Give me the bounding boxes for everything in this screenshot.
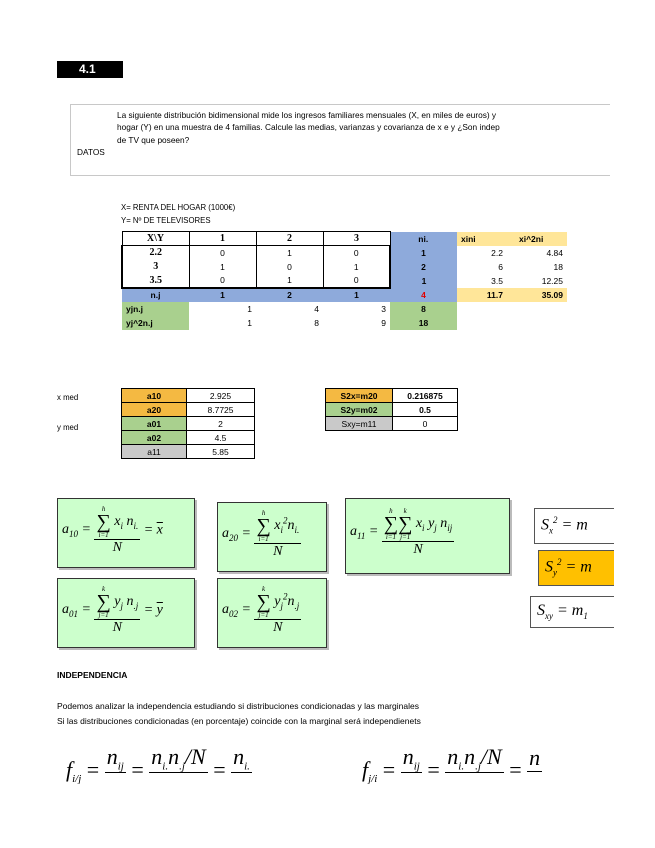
xi2ni-header: xi^2ni — [507, 232, 567, 246]
yjnj-cell: 4 — [314, 303, 319, 314]
ni-cell: 1 — [390, 274, 457, 288]
ycol-header: 1 — [189, 232, 256, 246]
table-row — [326, 417, 458, 431]
ni-cell: 2 — [390, 260, 457, 274]
freq-cell: 0 — [323, 274, 390, 288]
moment-value: 2 — [187, 417, 255, 431]
yj2nj-total: 18 — [390, 316, 457, 330]
xini-cell: 6 — [498, 261, 503, 272]
yjnj-label: yjn.j — [122, 302, 189, 316]
ni-header: ni. — [390, 232, 457, 246]
xi2ni-cell: 12.25 — [541, 275, 563, 286]
yjnj-cell: 1 — [247, 303, 252, 314]
moment-label: a20 — [122, 403, 187, 417]
yj2nj-cell: 8 — [314, 317, 319, 328]
freq-cell: 1 — [323, 260, 390, 274]
joint-distribution-table — [121, 231, 568, 330]
datos-label: DATOS — [77, 147, 105, 157]
yjnj-cell: 3 — [381, 303, 386, 314]
xi2ni-cell: 18 — [553, 261, 563, 272]
x-med-label: x med — [57, 393, 79, 402]
statement-line-3: de TV que poseen? — [117, 135, 190, 145]
table-row — [122, 431, 255, 445]
moment-label: a02 — [122, 431, 187, 445]
x-value: 3.5 — [122, 274, 189, 288]
table-header-row — [122, 232, 567, 246]
table-row — [122, 389, 255, 403]
yj2nj-label: yj^2n.j — [122, 316, 189, 330]
moment-value: 4.5 — [187, 431, 255, 445]
section-badge: 4.1 — [57, 61, 123, 78]
ycol-header: 2 — [256, 232, 323, 246]
ycol-header: 3 — [323, 232, 390, 246]
xi2ni-total: 35.09 — [507, 288, 567, 302]
independence-title: INDEPENDENCIA — [57, 670, 128, 680]
x-value: 3 — [122, 260, 189, 274]
table-row — [122, 246, 567, 260]
yj2nj-row — [122, 316, 567, 330]
xini-total: 11.7 — [457, 288, 507, 302]
independence-paragraph-1: Podemos analizar la independencia estudiando si distribuciones condicionadas y las marginales — [57, 701, 419, 711]
yjnj-total: 8 — [390, 302, 457, 316]
freq-cell: 1 — [189, 260, 256, 274]
variance-value: 0 — [393, 417, 458, 431]
moment-label: a11 — [122, 445, 187, 459]
yjnj-row — [122, 302, 567, 316]
variance-label: Sxy=m11 — [326, 417, 393, 431]
freq-cell: 0 — [189, 246, 256, 260]
formula-s2x: $S_x^2 = m$ — [534, 508, 614, 544]
yj2nj-cell: 1 — [247, 317, 252, 328]
nj-label: n.j — [122, 288, 189, 302]
nj-row — [122, 288, 567, 302]
nj-cell: 1 — [189, 288, 256, 302]
xini-cell: 3.5 — [491, 275, 503, 286]
moment-value: 5.85 — [187, 445, 255, 459]
total-n: 4 — [390, 288, 457, 302]
variance-label: S2y=m02 — [326, 403, 393, 417]
nj-cell: 1 — [323, 288, 390, 302]
nj-cell: 2 — [256, 288, 323, 302]
table-row — [122, 260, 567, 274]
corner-cell: X\Y — [122, 232, 189, 246]
formula-a10: $a_{10}$ = h ∑ i=1 $x_i$ $n_{i.}$ N = $\overline{x}$ — [57, 498, 195, 568]
table-row — [122, 274, 567, 288]
legend-x: X= RENTA DEL HOGAR (1000€) — [121, 203, 236, 212]
formula-a11: $a_{11}$ = h ∑ i=1 k ∑ j=1 $x_i$ $y_j$ $n_{ij}$ N — [345, 498, 510, 574]
xini-header: xini — [457, 232, 507, 246]
ni-cell: 1 — [390, 246, 457, 260]
moments-table — [121, 388, 255, 459]
formula-sxy: $S_{xy} = m_1$ — [530, 596, 614, 628]
statement-line-1: La siguiente distribución bidimensional mide los ingresos familiares mensuales (X, en miles de euros) y — [117, 110, 497, 120]
freq-cell: 0 — [323, 246, 390, 260]
x-value: 2.2 — [122, 246, 189, 260]
variances-table — [325, 388, 458, 431]
xi2ni-cell: 4.84 — [546, 247, 563, 258]
moment-value: 8.7725 — [187, 403, 255, 417]
variance-label: S2x=m20 — [326, 389, 393, 403]
variance-value: 0.216875 — [393, 389, 458, 403]
table-row — [122, 417, 255, 431]
yj2nj-cell: 9 — [381, 317, 386, 328]
independence-paragraph-2: Si las distribuciones condicionadas (en porcentaje) coincide con la marginal será independienets — [57, 716, 421, 726]
table-row — [326, 389, 458, 403]
formula-a20: $a_{20}$ = h ∑ i=1 $x_i^2n_{i.}$ N — [217, 502, 327, 572]
moment-value: 2.925 — [187, 389, 255, 403]
table-row — [122, 403, 255, 417]
table-row — [326, 403, 458, 417]
variance-value: 0.5 — [393, 403, 458, 417]
xini-cell: 2.2 — [491, 247, 503, 258]
formula-s2y: $S_y^2 = m$ — [538, 550, 614, 586]
freq-cell: 1 — [256, 246, 323, 260]
freq-cell: 0 — [256, 260, 323, 274]
formula-a02: $a_{02}$ = k ∑ j=1 $y_j^2n_{.j}$ N — [217, 578, 327, 648]
legend-y: Y= Nº DE TELEVISORES — [121, 216, 211, 225]
freq-cell: 1 — [256, 274, 323, 288]
freq-cell: 0 — [189, 274, 256, 288]
y-med-label: y med — [57, 423, 79, 432]
table-row — [122, 445, 255, 459]
moment-label: a01 — [122, 417, 187, 431]
bottom-formula-strip: $f_{i/j}$ = $n_{ij}$ = $n_{i.}n_{.j}/N$ = $n_{i.}$ $f_{j/i}$ = $n_{ij}$ = $n_{i.}n_{.j}/N$ = n — [66, 744, 541, 784]
moment-label: a10 — [122, 389, 187, 403]
statement-line-2: hogar (Y) en una muestra de 4 familias. Calcule las medias, varianzas y covarianza de x e y ¿Son indep — [117, 122, 500, 132]
formula-a01: $a_{01}$ = k ∑ j=1 $y_j$ $n_{.j}$ N = $\overline{y}$ — [57, 578, 195, 648]
